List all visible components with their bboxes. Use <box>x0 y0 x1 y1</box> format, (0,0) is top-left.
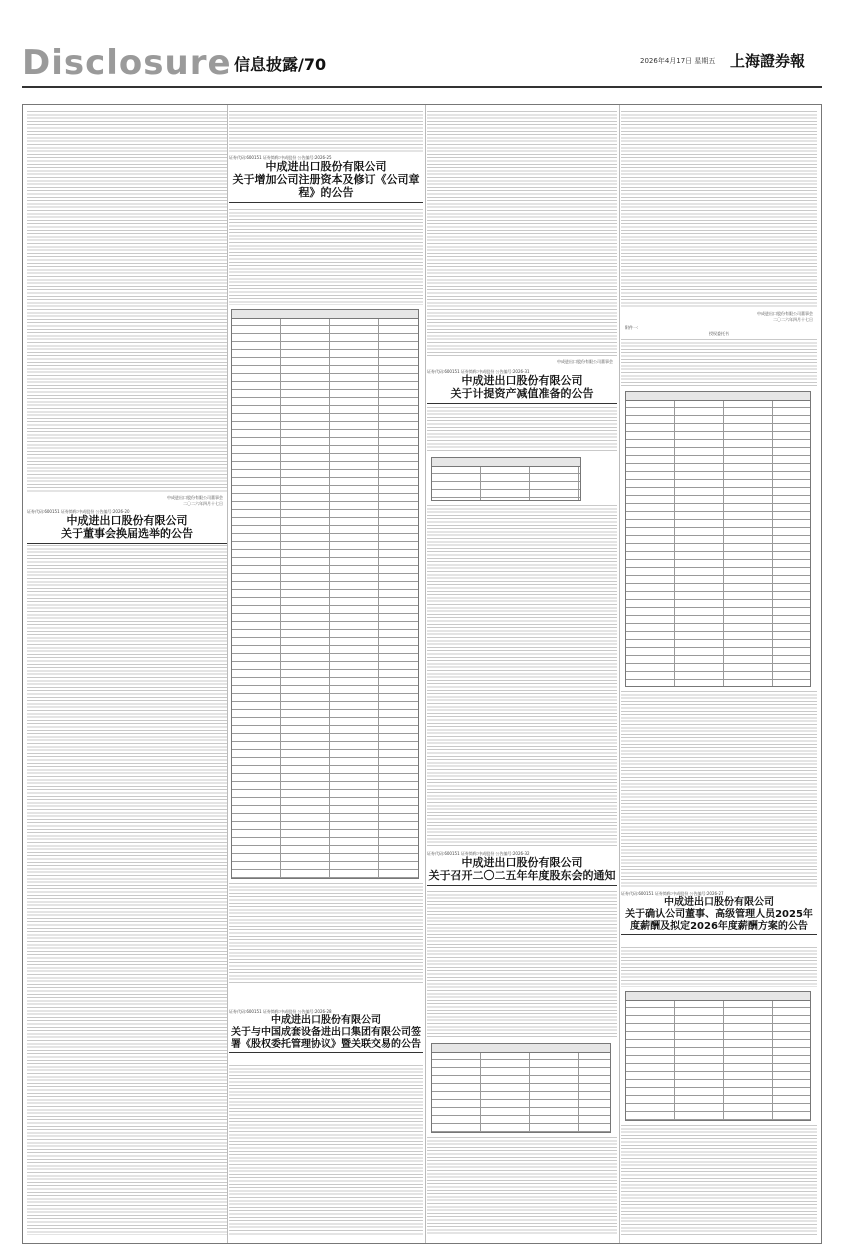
announcement-remuneration <box>621 891 817 937</box>
body-text <box>27 111 227 493</box>
section-title: 信息披露/70 <box>234 55 327 74</box>
section-brand: Disclosure <box>22 43 232 83</box>
announcement-shareholders-meeting <box>427 851 617 888</box>
column-4 <box>621 107 817 1241</box>
announcement-meta: 证券代码:600151 证券简称:中成股份 公告编号:2026-25 <box>229 155 332 160</box>
announcement-company: 中成进出口股份有限公司 <box>461 856 583 869</box>
proxy-voting-table <box>625 391 811 687</box>
body-text <box>621 947 817 987</box>
body-text <box>621 111 817 307</box>
impairment-table <box>431 457 581 501</box>
body-text <box>229 1065 423 1235</box>
meeting-agenda-table <box>431 1043 611 1133</box>
announcement-board-election <box>27 509 227 546</box>
announcement-company: 中成进出口股份有限公司 <box>265 160 387 173</box>
remuneration-table <box>625 991 811 1121</box>
page-body <box>22 104 822 1244</box>
announcement-title: 关于董事会换届选举的公告 <box>61 526 193 540</box>
appendix-title: 授权委托书 <box>709 331 729 336</box>
body-text <box>27 545 227 1235</box>
newspaper-name: 上海證券報 <box>730 52 806 70</box>
announcement-title: 关于与中国成套设备进出口集团有限公司签署《股权委托管理协议》暨关联交易的公告 <box>231 1026 421 1050</box>
announcement-company: 中成进出口股份有限公司 <box>66 514 188 527</box>
announcement-meta: 证券代码:600151 证券简称:中成股份 公告编号:2026-32 <box>427 851 530 856</box>
issue-date: 2026年4月17日 星期五 <box>640 57 716 65</box>
column-1 <box>27 107 227 1241</box>
body-text <box>229 111 423 153</box>
body-text <box>427 891 617 1039</box>
body-text <box>427 407 617 453</box>
body-text <box>427 1137 617 1235</box>
announcement-company: 中成进出口股份有限公司 <box>271 1015 381 1026</box>
announcement-impairment <box>427 369 617 406</box>
column-3 <box>427 107 617 1241</box>
column-divider <box>425 105 426 1243</box>
body-text <box>621 691 817 887</box>
signoff-board: 中成进出口股份有限公司董事会 <box>167 495 223 500</box>
announcement-company: 中成进出口股份有限公司 <box>664 897 774 908</box>
announcement-meta: 证券代码:600151 证券简称:中成股份 公告编号:2026-31 <box>427 369 530 374</box>
signoff-board: 中成进出口股份有限公司董事会 <box>757 311 813 316</box>
appendix-label: 附件一: <box>625 325 639 330</box>
announcement-entrusted-management <box>229 1009 423 1055</box>
body-text <box>229 209 423 305</box>
announcement-registered-capital <box>229 155 423 205</box>
masthead-rule <box>22 86 822 88</box>
signoff-board: 中成进出口股份有限公司董事会 <box>557 359 613 364</box>
masthead <box>22 44 822 84</box>
body-text <box>621 339 817 387</box>
body-text <box>427 505 617 847</box>
announcement-title: 关于计提资产减值准备的公告 <box>450 386 594 400</box>
announcement-meta: 证券代码:600151 证券简称:中成股份 公告编号:2026-27 <box>621 891 724 896</box>
announcement-company: 中成进出口股份有限公司 <box>461 374 583 387</box>
body-text <box>427 111 617 357</box>
signoff-date: 二〇二六年四月十七日 <box>183 501 223 506</box>
announcement-title: 关于确认公司董事、高级管理人员2025年度薪酬及拟定2026年度薪酬方案的公告 <box>625 908 813 932</box>
column-divider <box>227 105 228 1243</box>
body-text <box>229 883 423 983</box>
column-divider <box>619 105 620 1243</box>
announcement-meta: 证券代码:600151 证券简称:中成股份 公告编号:2026-20 <box>27 509 130 514</box>
body-text <box>621 1125 817 1235</box>
articles-amendment-table <box>231 309 419 879</box>
announcement-title: 关于召开二〇二五年年度股东会的通知 <box>428 868 616 882</box>
signoff-date: 二〇二六年四月十七日 <box>773 317 813 322</box>
column-2 <box>229 107 423 1241</box>
announcement-title: 关于增加公司注册资本及修订《公司章程》的公告 <box>232 172 420 199</box>
announcement-meta: 证券代码:600151 证券简称:中成股份 公告编号:2026-28 <box>229 1009 332 1014</box>
